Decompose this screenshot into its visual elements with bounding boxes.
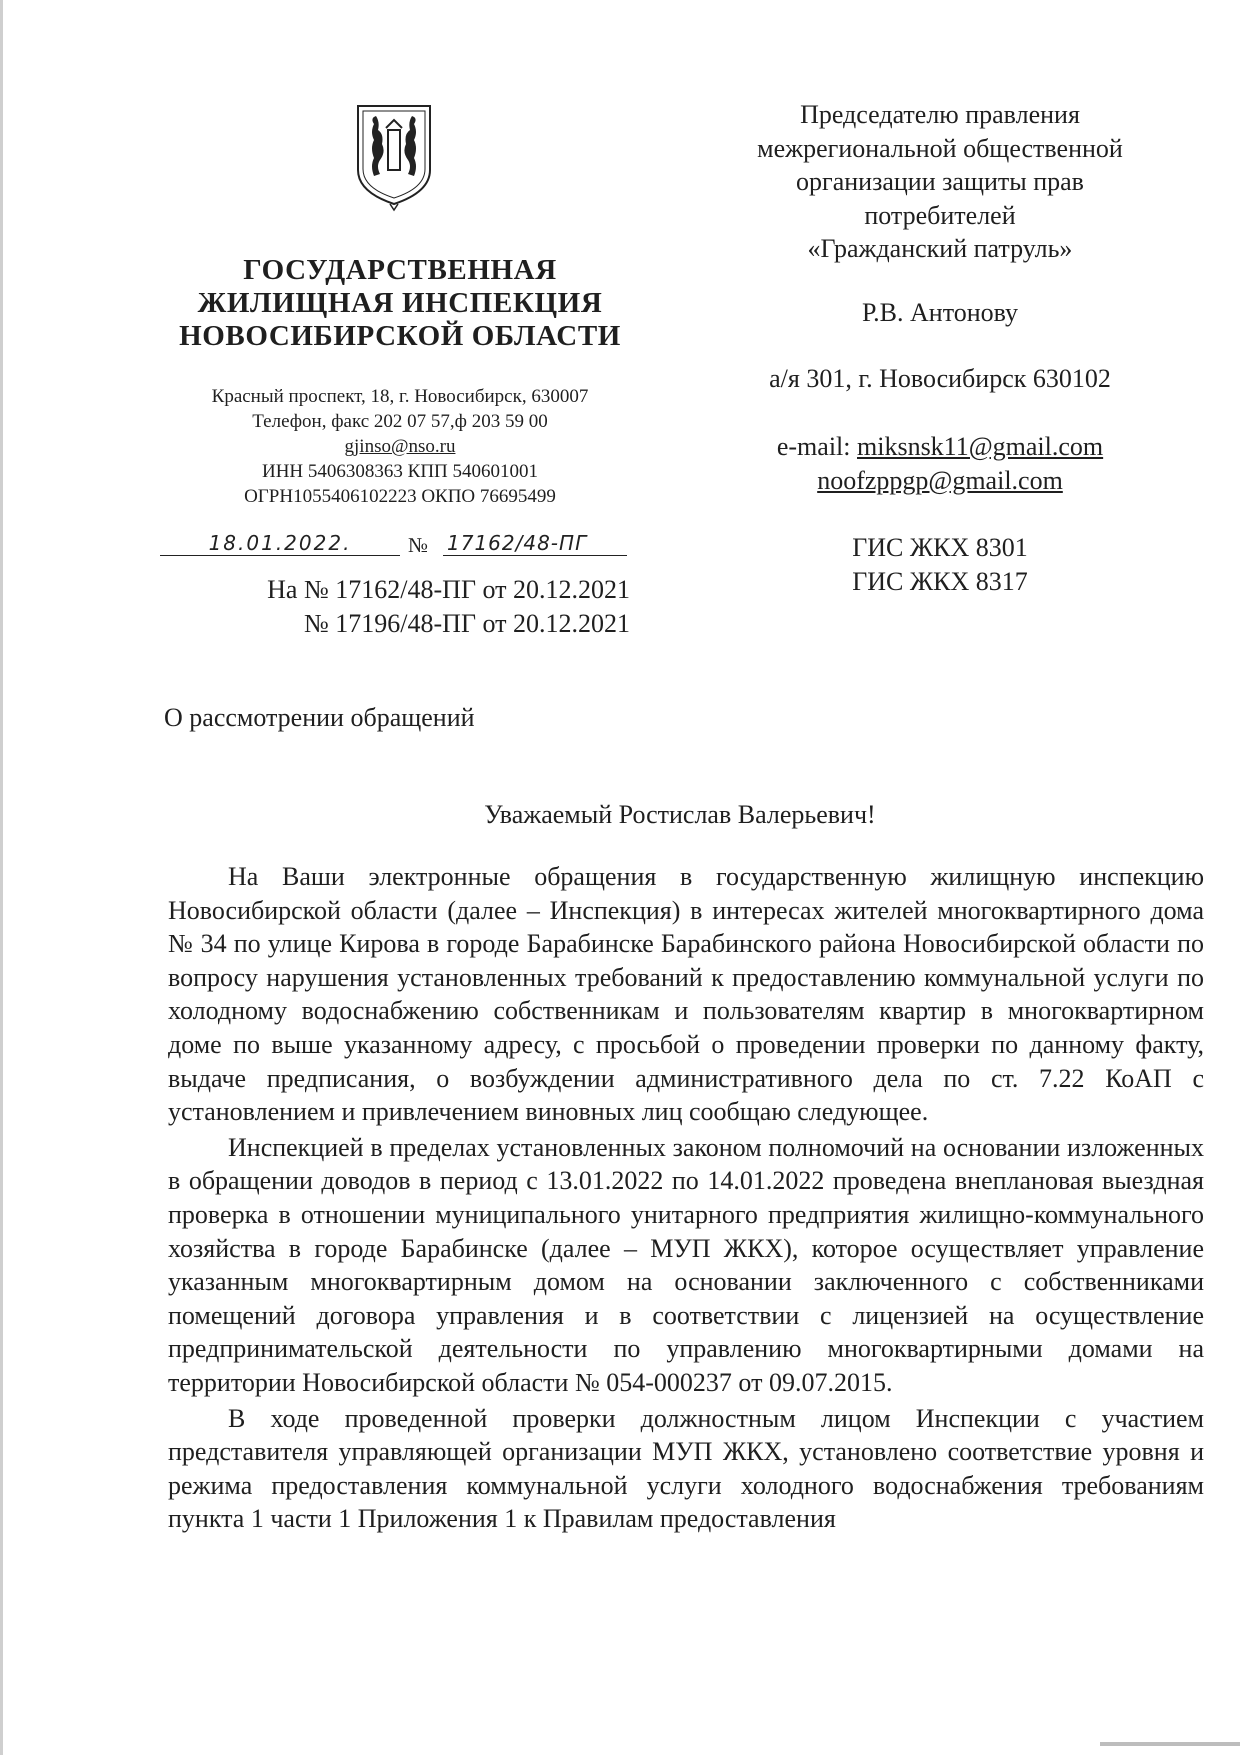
- addressee-postal: а/я 301, г. Новосибирск 630102: [769, 364, 1111, 393]
- org-phone: Телефон, факс 202 07 57,ф 203 59 00: [252, 411, 548, 432]
- org-name-line: ГОСУДАРСТВЕННАЯ: [243, 254, 557, 286]
- letter-subject: О рассмотрении обращений: [164, 703, 475, 732]
- org-name-line: НОВОСИБИРСКОЙ ОБЛАСТИ: [179, 320, 621, 352]
- salutation: Уважаемый Ростислав Валерьевич!: [484, 800, 876, 829]
- letter-body: [168, 860, 1204, 1536]
- gis-code: ГИС ЖКХ 8317: [852, 567, 1028, 596]
- body-paragraph: Инспекцией в пределах установленных законом полномочий на основании изложенных в обращении доводов в период с 13.01.2022 по 14.01.2022 проведена внеплановая выездная проверка в отношении муниципального унитарного предприятия жилищно-коммунального хозяйства в городе Барабинске (далее – МУП ЖКХ), которое осуществляет управление указанным многоквартирным домом на основании заключенного с собственниками помещений договора управления и в соответствии с лицензией на осуществление предпринимательской деятельности по управлению многоквартирными домами на территории Новосибирской области № 054-000237 от 09.07.2015.: [168, 1132, 1204, 1397]
- org-address: Красный проспект, 18, г. Новосибирск, 630007: [211, 386, 589, 407]
- addressee-line: «Гражданский патруль»: [807, 234, 1073, 263]
- addressee-name: Р.В. Антонову: [861, 298, 1019, 327]
- email-link-1[interactable]: miksnsk11@gmail.com: [857, 432, 1104, 461]
- org-email-link[interactable]: gjinso@nso.ru: [344, 436, 456, 457]
- scan-mark: [1100, 1742, 1240, 1746]
- coat-of-arms-icon: [350, 100, 438, 212]
- org-ogrn-okpo: ОГРН1055406102223 ОКПО 76695499: [244, 486, 556, 507]
- reference-block: [150, 573, 630, 641]
- scan-edge: [0, 0, 3, 1755]
- organization-contacts: [150, 384, 650, 509]
- org-inn-kpp: ИНН 5406308363 КПП 540601001: [261, 461, 539, 482]
- addressee-line: потребителей: [864, 200, 1016, 230]
- addressee-title: [730, 98, 1150, 266]
- body-paragraph: В ходе проведенной проверки должностным лицом Инспекции с участием представителя управляющей организации МУП ЖКХ, установлено соответствие уровня и режима предоставления коммунальной услуги холодного водоснабжения требованиям пункта 1 части 1 Приложения 1 к Правилам предоставления: [168, 1403, 1204, 1534]
- registration-line: [160, 531, 630, 561]
- email-link-2[interactable]: noofzppgp@gmail.com: [817, 466, 1063, 495]
- organization-name: [150, 254, 650, 353]
- registration-date: 18.01.2022.: [160, 531, 400, 556]
- registration-number: 17162/48-ПГ: [443, 531, 627, 556]
- reference-line: № 17196/48-ПГ от 20.12.2021: [303, 609, 630, 638]
- org-name-line: ЖИЛИЩНАЯ ИНСПЕКЦИЯ: [197, 287, 603, 319]
- gis-code: ГИС ЖКХ 8301: [852, 533, 1028, 562]
- registration-number-label: №: [408, 533, 429, 557]
- addressee-line: межрегиональной общественной: [757, 133, 1123, 163]
- addressee-email: [730, 430, 1150, 498]
- reference-line: На № 17162/48-ПГ от 20.12.2021: [267, 575, 630, 604]
- email-label: e-mail:: [776, 432, 857, 461]
- addressee-line: Председателю правления: [800, 100, 1080, 129]
- gis-codes: [730, 531, 1150, 599]
- body-paragraph: На Ваши электронные обращения в государственную жилищную инспекцию Новосибирской области (далее – Инспекция) в интересах жителей многоквартирного дома № 34 по улице Кирова в городе Барабинске Барабинского района Новосибирской области по вопросу нарушения установленных требований к предоставлению коммунальной услуги по холодному водоснабжению собственникам и пользователям квартир в многоквартирном доме по выше указанному адресу, с просьбой о проведении проверки по данному факту, выдаче предписания, о возбуждении административного дела по ст. 7.22 КоАП с установлением и привлечением виновных лиц сообщаю следующее.: [168, 862, 1204, 1127]
- addressee-line: организации защиты прав: [796, 167, 1084, 196]
